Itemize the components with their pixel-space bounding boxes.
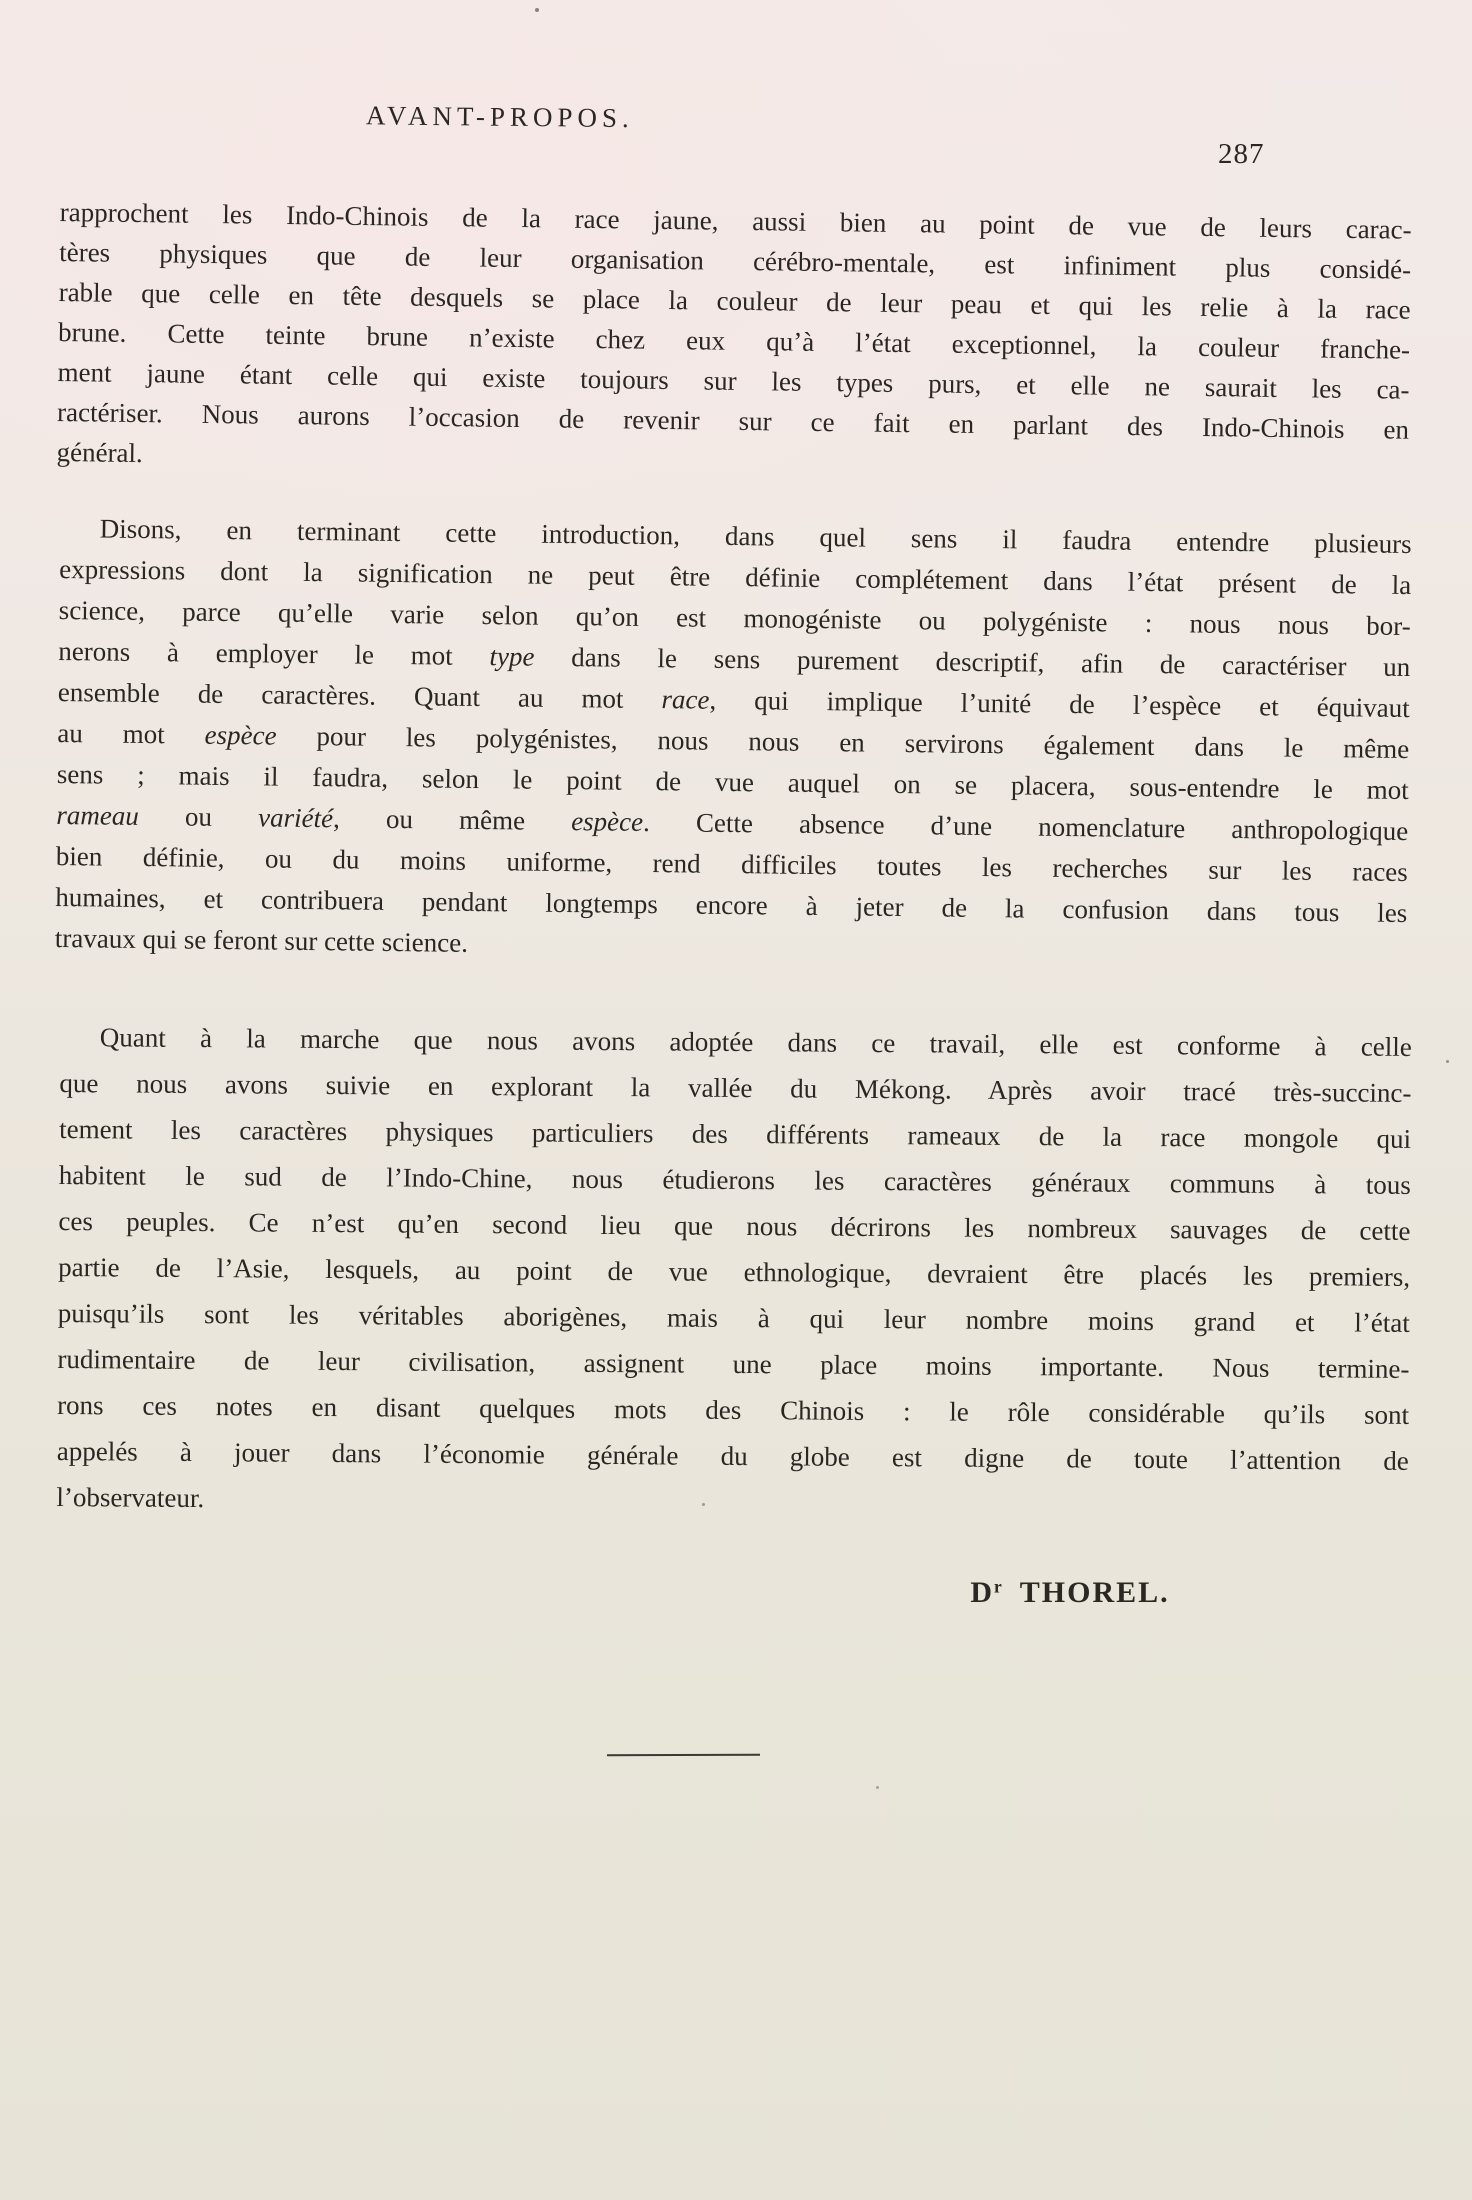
italic-term: type <box>489 641 535 672</box>
text-segment: l’observateur. <box>56 1481 205 1514</box>
text-segment: science, parce qu’elle varie selon qu’on est monogéniste ou polygéniste : nous nous bor- <box>58 594 1411 642</box>
signature-superscript: r <box>994 1576 1002 1597</box>
text-segment: que nous avons suivie en explorant la vallée du Mékong. Après avoir tracé très-succinc- <box>59 1067 1412 1108</box>
text-segment: brune. Cette teinte brune n’existe chez eux qu’à l’état exceptionnel, la couleur franche- <box>57 316 1411 365</box>
italic-term: espèce <box>204 719 277 751</box>
text-segment: partie de l’Asie, lesquels, au point de vue ethnologique, devraient être placés les premiers, <box>58 1251 1411 1292</box>
italic-term: rameau <box>56 799 140 831</box>
text-segment: nerons à employer le mot <box>58 635 490 672</box>
text-segment: appelés à jouer dans l’économie générale du globe est digne de toute l’attention de <box>56 1435 1409 1476</box>
text-segment: . Cette absence d’une nomenclature anthropologique <box>642 806 1409 847</box>
signature <box>900 1576 1240 1610</box>
text-segment: Quant à la marche que nous avons adoptée dans ce travail, elle est conforme à celle <box>99 1022 1412 1062</box>
page-number: 287 <box>1218 138 1265 170</box>
end-divider-rule <box>607 1754 760 1756</box>
text-segment: rudimentaire de leur civilisation, assignent une place moins importante. Nous termine- <box>57 1343 1410 1384</box>
text-segment: ment jaune étant celle qui existe toujours sur les types purs, et elle ne saurait les ca- <box>57 356 1410 405</box>
text-segment: ou <box>138 800 259 833</box>
text-segment: bien définie, ou du moins uniforme, rend difficiles toutes les recherches sur les races <box>55 840 1408 888</box>
text-segment: travaux qui se feront sur cette science. <box>54 922 469 958</box>
text-segment: au mot <box>57 717 205 750</box>
paragraph-terminology <box>55 508 1412 975</box>
signature-prefix: D <box>970 1576 995 1609</box>
text-segment: sens ; mais il faudra, selon le point de vue auquel on se placera, sous-entendre le mot <box>56 758 1409 806</box>
paper-speck <box>702 1503 705 1506</box>
italic-term: variété <box>257 802 334 834</box>
text-segment: pour les polygénistes, nous nous en servirons également dans le même <box>276 720 1410 765</box>
text-segment: général. <box>56 436 143 469</box>
text-segment: Disons, en terminant cette introduction, dans quel sens il faudra entendre plusieurs <box>99 513 1412 560</box>
text-segment: rapprochent les Indo-Chinois de la race jaune, aussi bien au point de vue de leurs carac- <box>59 196 1412 245</box>
text-segment: rable que celle en tête desquels se place la couleur de leur peau et qui les relie à la race <box>58 276 1411 325</box>
paragraph-plan <box>56 1014 1412 1530</box>
text-segment: , qui implique l’unité de l’espèce et équivaut <box>709 684 1410 724</box>
paper-speck <box>1446 1060 1449 1063</box>
text-segment: tement les caractères physiques particuliers des différents rameaux de la race mongole qui <box>59 1113 1412 1154</box>
text-segment: ces peuples. Ce n’est qu’en second lieu que nous décrirons les nombreux sauvages de cette <box>58 1205 1411 1246</box>
text-segment: expressions dont la signification ne peut être définie complétement dans l’état présent de la <box>59 553 1412 601</box>
paper-speck <box>535 8 539 12</box>
paper-speck <box>876 1786 879 1789</box>
text-segment: puisqu’ils sont les véritables aborigènes, mais à qui leur nombre moins grand et l’état <box>57 1297 1410 1338</box>
italic-term: espèce <box>571 806 644 837</box>
paragraph-continuation <box>56 192 1412 490</box>
text-segment: dans le sens purement descriptif, afin de caractériser un <box>534 641 1411 683</box>
italic-term: race <box>661 684 710 715</box>
text-segment: rons ces notes en disant quelques mots des Chinois : le rôle considérable qu’ils sont <box>57 1389 1410 1430</box>
text-segment: tères physiques que de leur organisation cérébro-mentale, est infiniment plus considé- <box>59 236 1412 285</box>
page-title: AVANT-PROPOS. <box>365 100 634 134</box>
text-segment: ensemble de caractères. Quant au mot <box>57 676 662 715</box>
text-segment: , ou même <box>332 803 572 837</box>
text-segment: humaines, et contribuera pendant longtemps encore à jeter de la confusion dans tous les <box>55 881 1408 929</box>
text-segment: habitent le sud de l’Indo-Chine, nous étudierons les caractères généraux communs à tous <box>58 1159 1411 1200</box>
signature-name: THOREL. <box>1019 1576 1170 1609</box>
text-segment: ractériser. Nous aurons l’occasion de revenir sur ce fait en parlant des Indo-Chinois en <box>56 396 1410 445</box>
